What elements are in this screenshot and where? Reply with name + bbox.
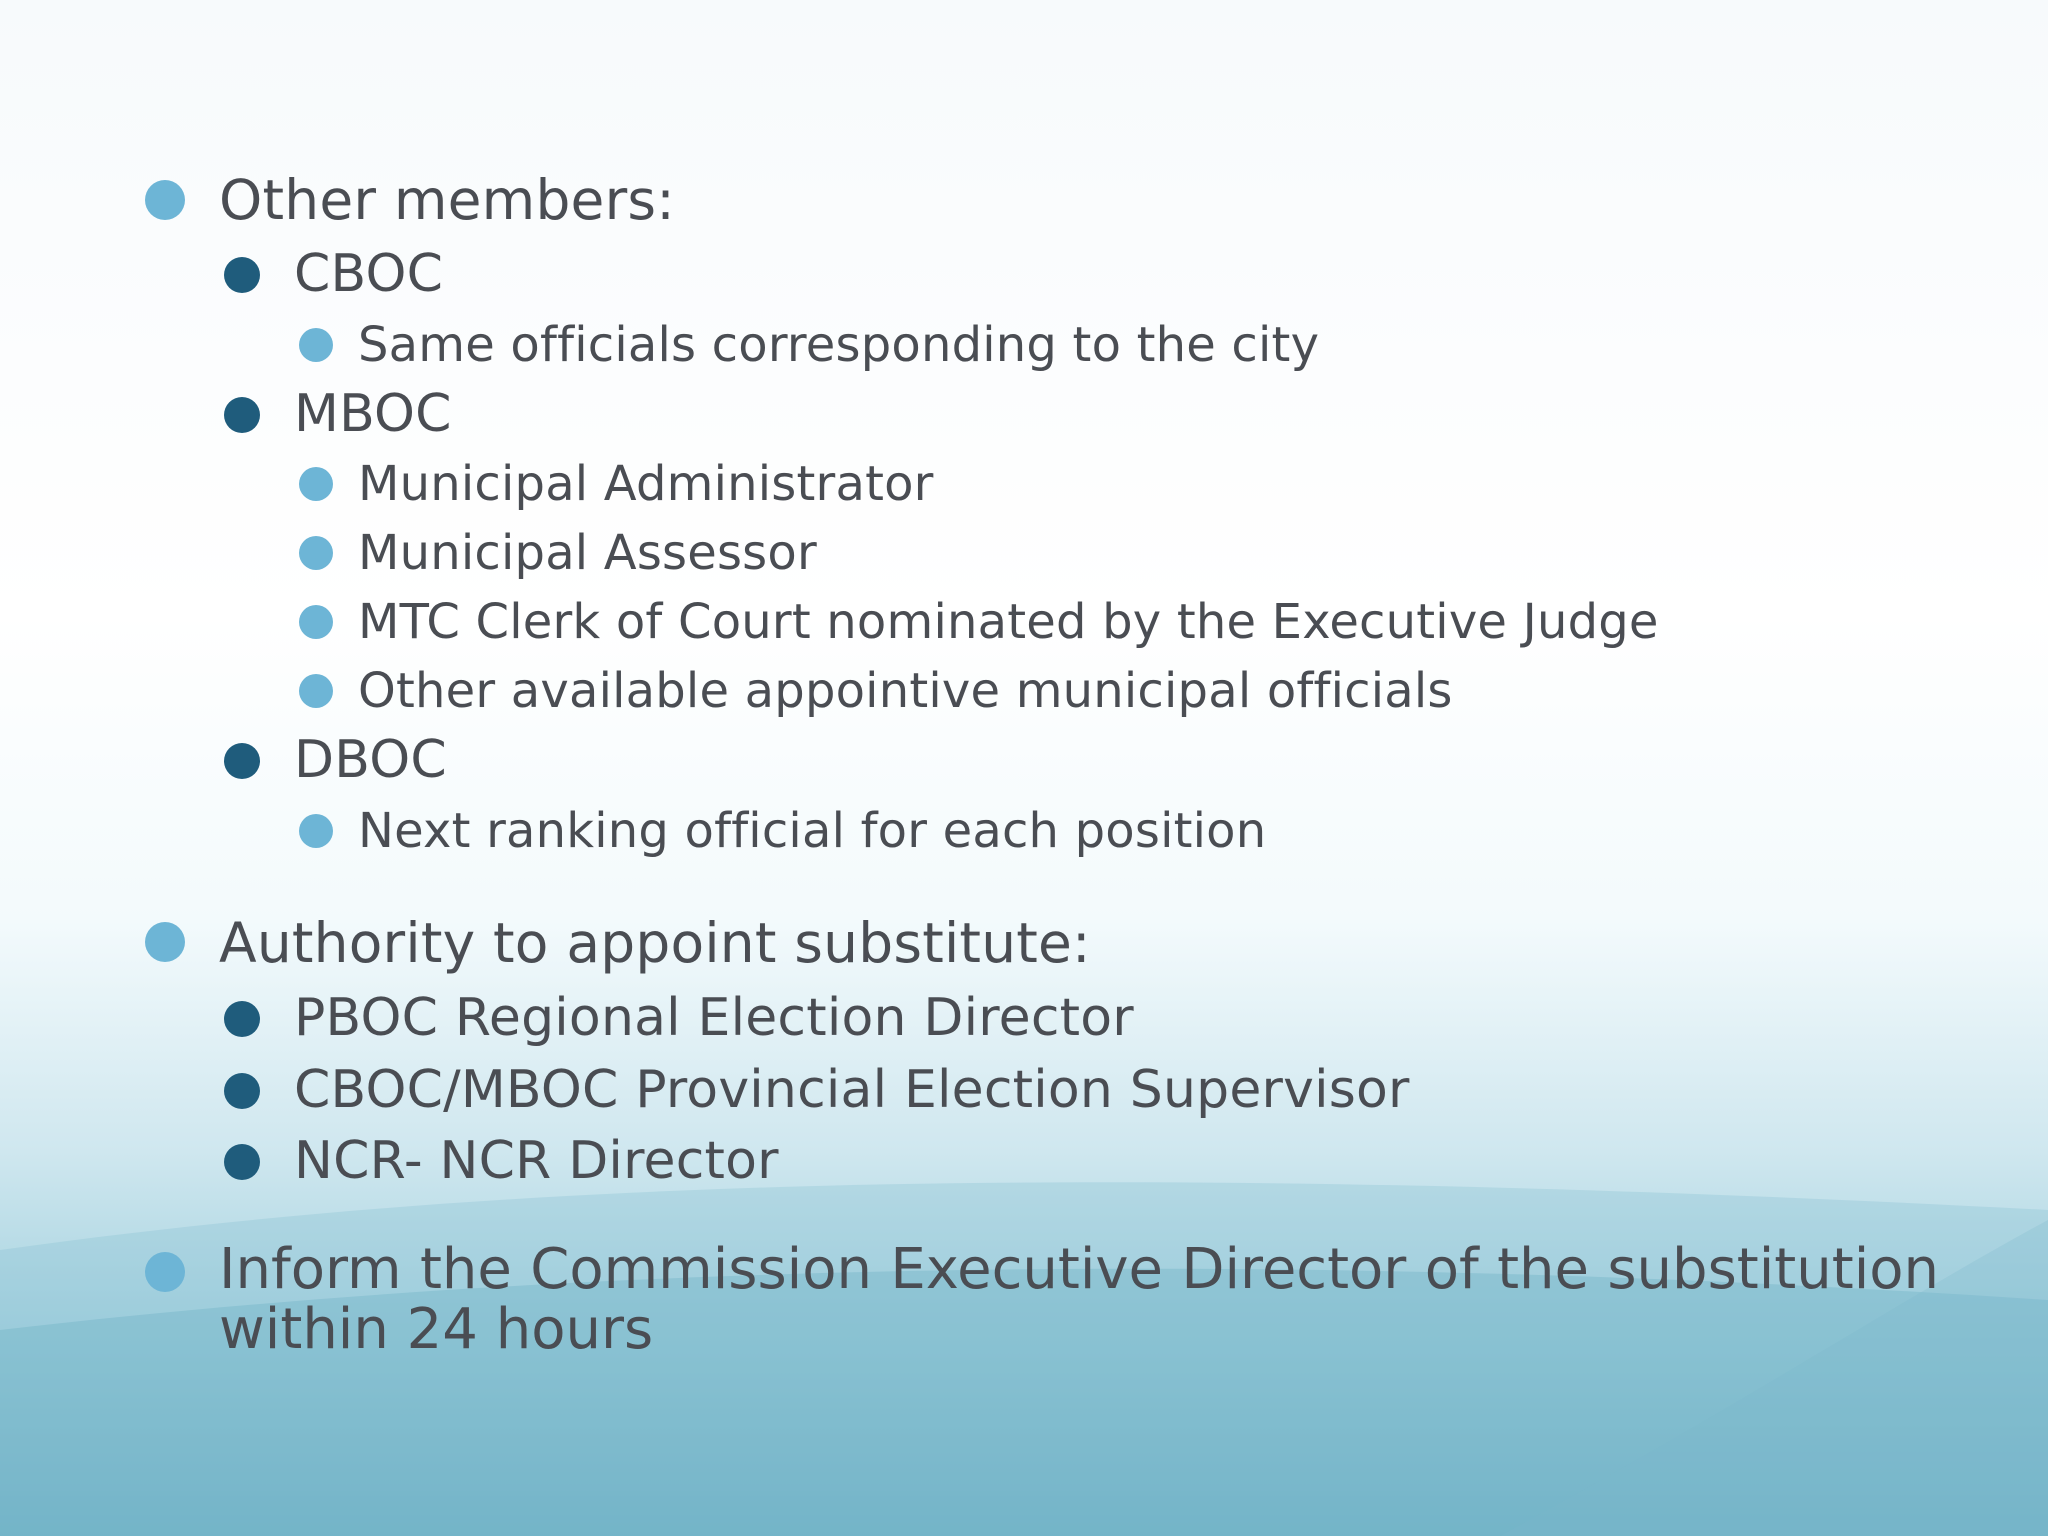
- bullet-icon: [224, 257, 260, 293]
- cboc-subitem-text: Same officials corresponding to the city: [358, 317, 1320, 373]
- mboc-subitem-text: Other available appointive municipal officials: [358, 663, 1453, 719]
- inform-text: Inform the Commission Executive Director of the substitution within 24 hours: [219, 1237, 1939, 1362]
- authority-subitem-text: PBOC Regional Election Director: [294, 988, 1134, 1048]
- bullet-icon: [299, 536, 333, 570]
- authority-heading: Authority to appoint substitute:: [219, 911, 1091, 975]
- bullet-icon: [145, 922, 185, 962]
- mboc-label: MBOC: [294, 384, 452, 444]
- bullet-icon: [224, 1001, 260, 1037]
- bullet-icon: [145, 1252, 185, 1292]
- mboc-subitem-text: MTC Clerk of Court nominated by the Executive Judge: [358, 594, 1659, 650]
- bullet-icon: [299, 467, 333, 501]
- bullet-icon: [299, 605, 333, 639]
- authority-subitem-text: NCR- NCR Director: [294, 1131, 779, 1191]
- bullet-icon: [224, 743, 260, 779]
- bullet-icon: [224, 1144, 260, 1180]
- mboc-subitem-text: Municipal Assessor: [358, 525, 817, 581]
- bullet-icon: [299, 674, 333, 708]
- other-members-heading: Other members:: [219, 168, 675, 232]
- cboc-label: CBOC: [294, 244, 444, 304]
- bullet-icon: [224, 397, 260, 433]
- authority-subitem-text: CBOC/MBOC Provincial Election Supervisor: [294, 1060, 1410, 1120]
- mboc-subitem-text: Municipal Administrator: [358, 456, 934, 512]
- dboc-label: DBOC: [294, 730, 447, 790]
- bullet-icon: [299, 814, 333, 848]
- dboc-subitem-text: Next ranking official for each position: [358, 803, 1267, 859]
- bullet-icon: [145, 180, 185, 220]
- bullet-icon: [299, 328, 333, 362]
- bullet-icon: [224, 1073, 260, 1109]
